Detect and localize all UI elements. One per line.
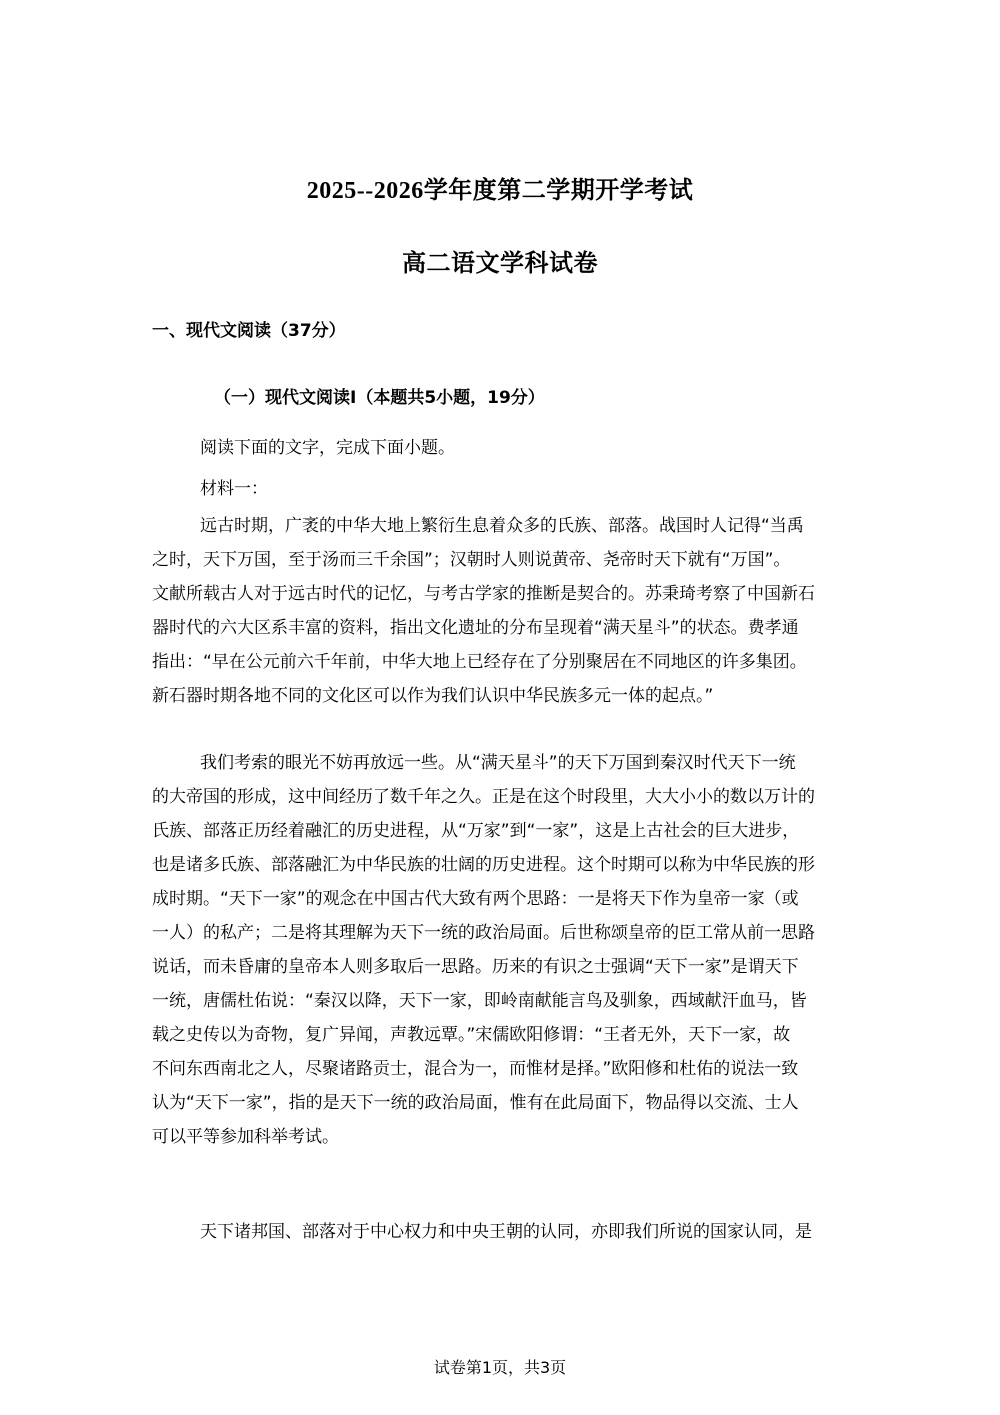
exam-title: 2025--2026学年度第二学期开学考试 xyxy=(306,178,694,204)
paragraph-2 xyxy=(152,746,852,1154)
paragraph-1 xyxy=(152,509,852,713)
paragraph-3 xyxy=(152,1215,852,1249)
page-footer: 试卷第1页，共3页 xyxy=(433,1358,567,1377)
subsection-heading: （一）现代文阅读I（本题共5小题，19分） xyxy=(214,388,545,408)
text-line: 也是诸多氏族、部落融汇为中华民族的壮阔的历史进程。这个时期可以称为中华民族的形 xyxy=(152,855,815,875)
text-line: 文献所载古人对于远古时代的记忆，与考古学家的推断是契合的。苏秉琦考察了中国新石 xyxy=(152,584,815,604)
text-line: 远古时期，广袤的中华大地上繁衍生息着众多的氏族、部落。战国时人记得“当禹 xyxy=(200,516,804,536)
text-line: 新石器时期各地不同的文化区可以作为我们认识中华民族多元一体的起点。” xyxy=(152,686,714,706)
text-line: 载之史传以为奇物，复广异闻，声教远覃。”宋儒欧阳修谓：“王者无外，天下一家，故 xyxy=(152,1025,791,1045)
instruction-text: 阅读下面的文字，完成下面小题。 xyxy=(200,438,455,458)
text-line: 不问东西南北之人，尽聚诸路贡士，混合为一，而惟材是择。”欧阳修和杜佑的说法一致 xyxy=(152,1059,799,1079)
text-line: 我们考索的眼光不妨再放远一些。从“满天星斗”的天下万国到秦汉时代天下一统 xyxy=(200,753,796,773)
text-line: 氏族、部落正历经着融汇的历史进程，从“万家”到“一家”，这是上古社会的巨大进步， xyxy=(152,821,800,841)
text-line: 说话，而未昏庸的皇帝本人则多取后一思路。历来的有识之士强调“天下一家”是谓天下 xyxy=(152,957,799,977)
text-line: 之时，天下万国，至于汤而三千余国”；汉朝时人则说黄帝、尧帝时天下就有“万国”。 xyxy=(152,550,791,570)
exam-subtitle: 高二语文学科试卷 xyxy=(402,251,598,277)
text-line: 成时期。“天下一家”的观念在中国古代大致有两个思路：一是将天下作为皇帝一家（或 xyxy=(152,889,799,909)
text-line: 的大帝国的形成，这中间经历了数千年之久。正是在这个时段里，大大小小的数以万计的 xyxy=(152,787,815,807)
text-line: 一统，唐儒杜佑说：“秦汉以降，天下一家，即岭南献能言鸟及驯象，西域献汗血马，皆 xyxy=(152,991,807,1011)
text-line: 器时代的六大区系丰富的资料，指出文化遗址的分布呈现着“满天星斗”的状态。费孝通 xyxy=(152,618,799,638)
text-line: 指出：“早在公元前六千年前，中华大地上已经存在了分别聚居在不同地区的许多集团。 xyxy=(152,652,807,672)
text-line: 可以平等参加科举考试。 xyxy=(152,1127,339,1147)
section-heading: 一、现代文阅读（37分） xyxy=(152,321,346,341)
material-label: 材料一： xyxy=(200,479,268,499)
material-label-paragraph xyxy=(152,472,852,506)
text-line: 天下诸邦国、部落对于中心权力和中央王朝的认同，亦即我们所说的国家认同，是 xyxy=(200,1222,812,1242)
text-line: 认为“天下一家”，指的是天下一统的政治局面，惟有在此局面下，物品得以交流、士人 xyxy=(152,1093,799,1113)
text-line: 一人）的私产；二是将其理解为天下一统的政治局面。后世称颂皇帝的臣工常从前一思路 xyxy=(152,923,815,943)
instruction-paragraph xyxy=(152,431,852,465)
